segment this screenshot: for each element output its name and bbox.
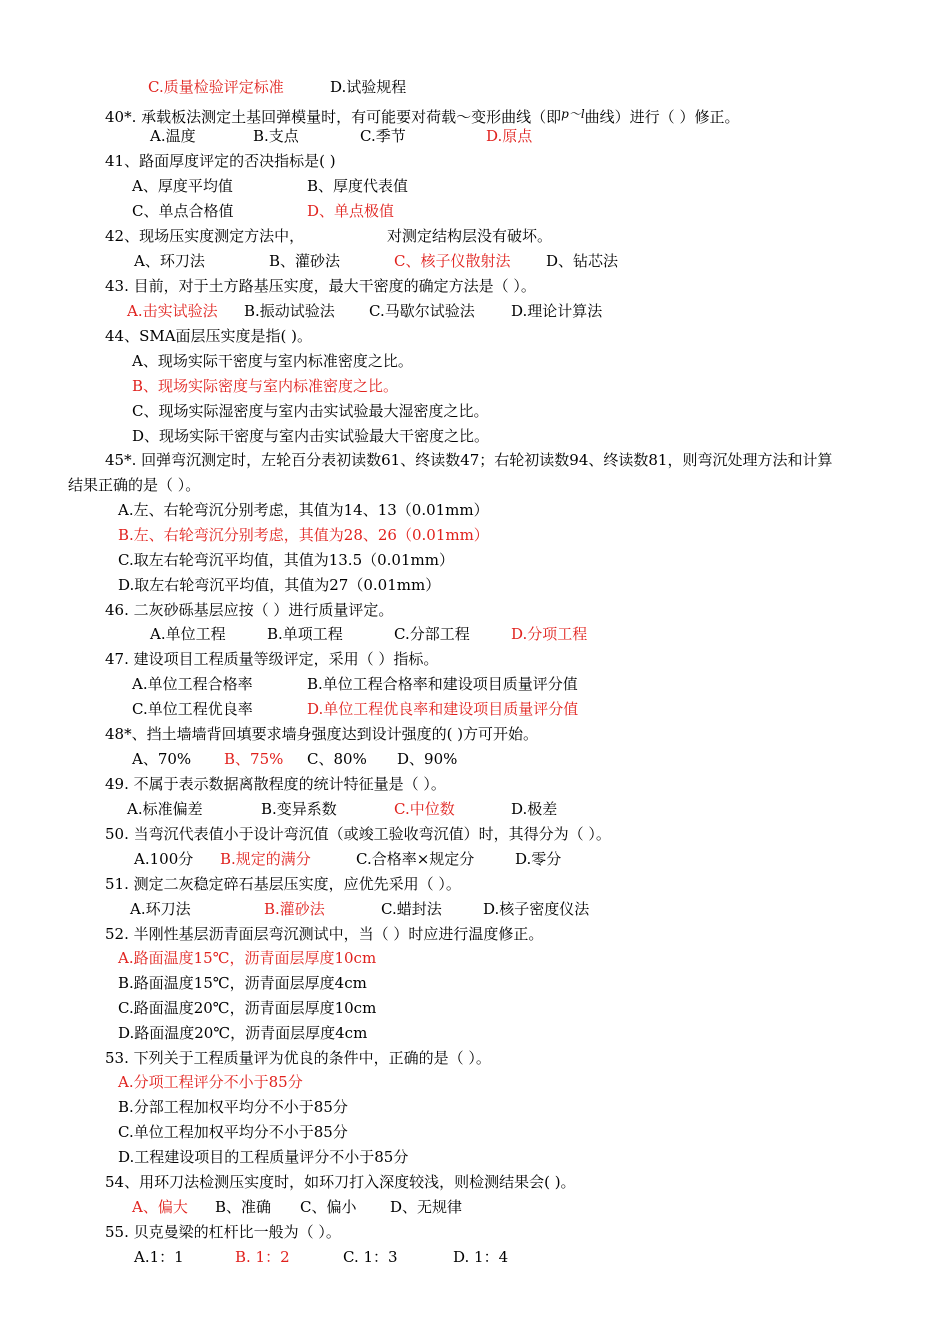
answer-option: D.试验规程 <box>330 78 407 96</box>
question-text: 50. 当弯沉代表值小于设计弯沉值（或竣工验收弯沉值）时，其得分为（ ）。 <box>105 825 611 843</box>
question-text: 结果正确的是（ ）。 <box>68 476 201 494</box>
formula-text: p～l <box>561 107 585 121</box>
question-text: A.左、右轮弯沉分别考虑，其值为14、13（0.01mm） <box>118 501 489 519</box>
answer-option: D.极差 <box>511 800 558 818</box>
question-text: 45*. 回弹弯沉测定时，左轮百分表初读数61、终读数47；右轮初读数94、终读数81，则弯沉处理方法和计算 <box>105 451 833 469</box>
answer-option: D、90% <box>397 750 458 768</box>
question-text: 51. 测定二灰稳定碎石基层压实度，应优先采用（ ）。 <box>105 875 461 893</box>
answer-option: A.标准偏差 <box>127 800 203 818</box>
answer-correct: A、偏大 <box>132 1198 188 1216</box>
answer-option: C.分部工程 <box>394 625 470 643</box>
answer-option: B.变异系数 <box>261 800 337 818</box>
answer-option: D. 1：4 <box>453 1248 509 1266</box>
answer-correct: D.单位工程优良率和建设项目质量评分值 <box>307 700 579 718</box>
question-text: D.路面温度20℃，沥青面层厚度4cm <box>118 1024 368 1042</box>
question-text: C.取左右轮弯沉平均值，其值为13.5（0.01mm） <box>118 551 454 569</box>
answer-correct: B、75% <box>224 750 284 768</box>
answer-option: 对测定结构层没有破坏。 <box>387 227 553 245</box>
question-text: 49. 不属于表示数据离散程度的统计特征量是（ ）。 <box>105 775 446 793</box>
answer-correct: A.分项工程评分不小于85分 <box>118 1073 303 1091</box>
question-text: 55. 贝克曼梁的杠杆比一般为（ ）。 <box>105 1223 341 1241</box>
answer-option: 42、现场压实度测定方法中， <box>105 227 305 245</box>
answer-option: C、单点合格值 <box>132 202 234 220</box>
answer-correct: B.灌砂法 <box>264 900 325 918</box>
answer-option: C.蜡封法 <box>381 900 442 918</box>
answer-correct: D、单点极值 <box>307 202 395 220</box>
answer-option: B、厚度代表值 <box>307 177 409 195</box>
answer-correct: A.路面温度15℃，沥青面层厚度10cm <box>118 949 377 967</box>
question-text: D.取左右轮弯沉平均值，其值为27（0.01mm） <box>118 576 441 594</box>
answer-option: A.单位工程合格率 <box>132 675 253 693</box>
question-text <box>105 104 739 127</box>
answer-correct: C、核子仪散射法 <box>394 252 511 270</box>
answer-option: D、钻芯法 <box>546 252 619 270</box>
answer-option: A.环刀法 <box>130 900 191 918</box>
question-text: B.路面温度15℃，沥青面层厚度4cm <box>118 974 367 992</box>
question-text: 46. 二灰砂砾基层应按（ ）进行质量评定。 <box>105 601 394 619</box>
answer-option: A.100分 <box>134 850 194 868</box>
question-text: D、现场实际干密度与室内击实试验最大干密度之比。 <box>132 427 490 445</box>
answer-option: B.振动试验法 <box>244 302 335 320</box>
answer-correct: C.中位数 <box>394 800 455 818</box>
question-text: 52. 半刚性基层沥青面层弯沉测试中，当（ ）时应进行温度修正。 <box>105 925 544 943</box>
question-text: 41、路面厚度评定的否决指标是( ) <box>105 152 336 170</box>
answer-option: C.马歇尔试验法 <box>369 302 475 320</box>
question-text-part: 40*. 承载板法测定土基回弹模量时，有可能要对荷载～变形曲线（即 <box>105 108 562 126</box>
answer-correct: B.规定的满分 <box>220 850 311 868</box>
question-text: 48*、挡土墙墙背回填要求墙身强度达到设计强度的( )方可开始。 <box>105 725 539 743</box>
question-text: D.工程建设项目的工程质量评分不小于85分 <box>118 1148 409 1166</box>
answer-option: C、偏小 <box>300 1198 357 1216</box>
answer-option: A.单位工程 <box>150 625 226 643</box>
answer-option: D.零分 <box>515 850 562 868</box>
answer-correct: D.分项工程 <box>511 625 588 643</box>
answer-option: B.单位工程合格率和建设项目质量评分值 <box>307 675 578 693</box>
answer-correct: A.击实试验法 <box>127 302 218 320</box>
question-text: 53. 下列关于工程质量评为优良的条件中，正确的是（ ）。 <box>105 1049 491 1067</box>
answer-correct: D.原点 <box>486 127 533 145</box>
answer-option: A、环刀法 <box>134 252 205 270</box>
answer-option: A、70% <box>132 750 192 768</box>
question-text: 43. 目前，对于土方路基压实度，最大干密度的确定方法是（ ）。 <box>105 277 536 295</box>
answer-option: C.合格率×规定分 <box>356 850 475 868</box>
question-text: C.单位工程加权平均分不小于85分 <box>118 1123 348 1141</box>
answer-correct: B、现场实际密度与室内标准密度之比。 <box>132 377 399 395</box>
question-text: B.分部工程加权平均分不小于85分 <box>118 1098 348 1116</box>
answer-correct: B.左、右轮弯沉分别考虑，其值为28、26（0.01mm） <box>118 526 489 544</box>
answer-option: B、灌砂法 <box>269 252 341 270</box>
answer-option: A.1：1 <box>134 1248 184 1266</box>
answer-option: C. 1：3 <box>343 1248 398 1266</box>
answer-option: B.支点 <box>253 127 299 145</box>
question-text: 54、用环刀法检测压实度时，如环刀打入深度较浅，则检测结果会( )。 <box>105 1173 576 1191</box>
answer-option: D.理论计算法 <box>511 302 603 320</box>
answer-option: B、准确 <box>215 1198 272 1216</box>
answer-option: C.单位工程优良率 <box>132 700 253 718</box>
question-text: A、现场实际干密度与室内标准密度之比。 <box>132 352 413 370</box>
answer-option: B.单项工程 <box>267 625 343 643</box>
answer-option: C、80% <box>307 750 367 768</box>
question-text: 47. 建设项目工程质量等级评定，采用（ ）指标。 <box>105 650 439 668</box>
answer-correct: B. 1：2 <box>235 1248 290 1266</box>
answer-option: A、厚度平均值 <box>132 177 233 195</box>
answer-option: D、无规律 <box>390 1198 463 1216</box>
question-text: C.路面温度20℃，沥青面层厚度10cm <box>118 999 377 1017</box>
question-text-part: 曲线）进行（ ）修正。 <box>584 108 740 126</box>
question-text: 44、SMA面层压实度是指( )。 <box>105 327 313 345</box>
answer-correct: C.质量检验评定标准 <box>148 78 284 96</box>
answer-option: A.温度 <box>150 127 196 145</box>
answer-option: C.季节 <box>360 127 406 145</box>
question-text: C、现场实际湿密度与室内击实试验最大湿密度之比。 <box>132 402 489 420</box>
answer-option: D.核子密度仪法 <box>483 900 590 918</box>
